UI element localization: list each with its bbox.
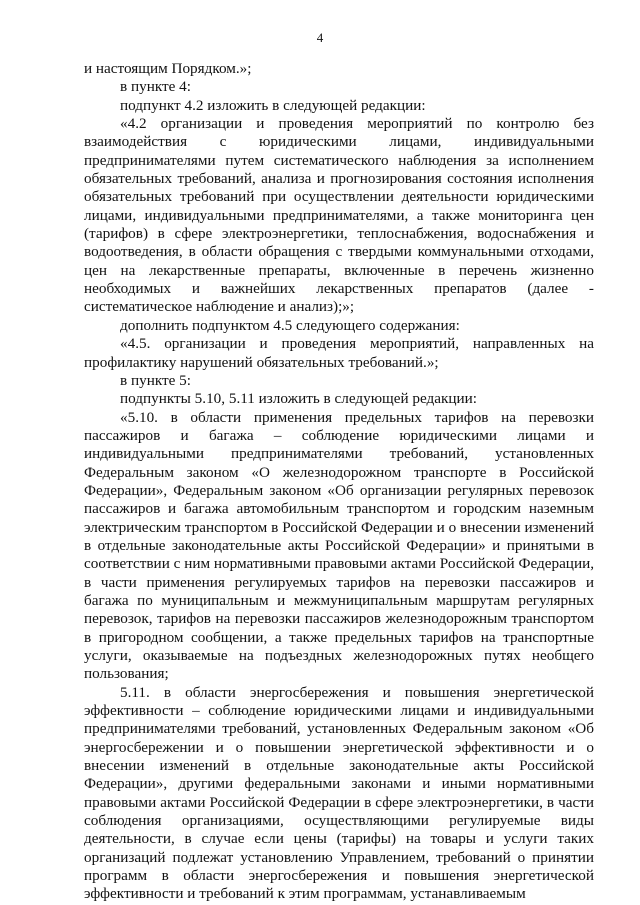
paragraph-item-5-intro: в пункте 5: [120, 371, 191, 389]
page-number: 4 [316, 30, 324, 45]
paragraph-subitem-5-11-text: 5.11. в области энергосбережения и повышения энергетической эффективности – соблюдение юридическими лицами и индивидуальными предпринимателями требований, установленных Федеральным законом «Об энергосбережении и о повышении энергетической эффективности и о внесении изменений в отдельные законодательные акты Российской Федерации», другими федеральными законами и иными нормативными правовыми актами Российской Федерации в сфере электроэнергетики, в части соблюдения организациями, осуществляющими регулируемые виды деятельности, в случае если цены (тарифы) на товары и услуги таких организаций подлежат установлению Управлением, требований о принятии программ в области энергосбережения и повышения энергетической эффективности и требований к этим программам, устанавливаемым [84, 683, 594, 903]
paragraph-subitem-4-2-intro: подпункт 4.2 изложить в следующей редакции: [120, 96, 426, 114]
paragraph-subitem-4-2-text: «4.2 организации и проведения мероприятий по контролю без взаимодействия с юридическими лицами, индивидуальными предпринимателями путем систематического наблюдения за исполнением обязательных требований, анализа и прогнозирования состояния исполнения обязательных требований при осуществлении деятельности юридическими лицами, индивидуальными предпринимателями, а также мониторинга цен (тарифов) в сфере электроэнергетики, теплоснабжения, водоснабжения и водоотведения, в области обращения с твердыми коммунальными отходами, цен на лекарственные препараты, включенные в перечень жизненно необходимых и важнейших лекарственных препаратов (далее - систематическое наблюдение и анализ);»; [84, 115, 594, 316]
paragraph-item-4-intro: в пункте 4: [120, 78, 191, 96]
paragraph-continuation: и настоящим Порядком.»; [84, 60, 252, 77]
document-body [84, 60, 594, 904]
paragraph-subitem-5-10-text: «5.10. в области применения предельных тарифов на перевозки пассажиров и багажа – соблюдение юридическими лицами и индивидуальными предпринимателями требований, установленных Федеральным законом «О железнодорожном транспорте в Российской Федерации», Федеральным законом «Об организации регулярных перевозок пассажиров и багажа автомобильным транспортом и городским наземным электрическим транспортом в Российской Федерации и о внесении изменений в отдельные законодательные акты Российской Федерации» и принятыми в соответствии с ним нормативными правовыми актами Российской Федерации, в части применения регулируемых тарифов на перевозки пассажиров и багажа по муниципальным и межмуниципальным маршрутам регулярных перевозок, тарифов на перевозки пассажиров железнодорожным транспортом в пригородном сообщении, а также предельных тарифов на транспортные услуги, оказываемые на подъездных железнодорожных путях необщего пользования; [84, 408, 594, 683]
paragraph-subitems-5-10-5-11-intro: подпункты 5.10, 5.11 изложить в следующей редакции: [120, 390, 478, 408]
paragraph-subitem-4-5-text: «4.5. организации и проведения мероприятий, направленных на профилактику нарушений обязательных требований.»; [84, 335, 594, 371]
paragraph-subitem-4-5-intro: дополнить подпунктом 4.5 следующего содержания: [120, 316, 460, 334]
